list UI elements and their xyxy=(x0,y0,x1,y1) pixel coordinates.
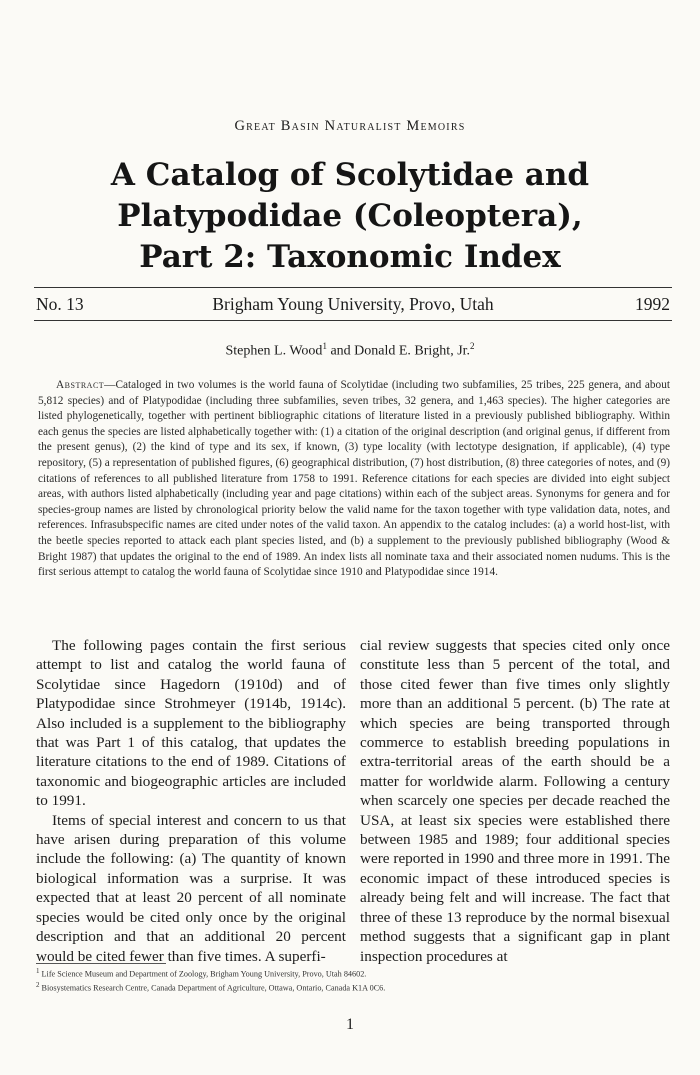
footnote-text: Life Science Museum and Department of Zoology, Brigham Young University, Provo, Utah 84602. xyxy=(41,969,367,979)
issue-info xyxy=(36,294,670,316)
footnote xyxy=(36,980,676,994)
page-number: 1 xyxy=(346,1016,354,1033)
footnote-mark: 1 xyxy=(322,341,327,351)
abstract xyxy=(38,378,670,581)
title-line: A Catalog of Scolytidae and xyxy=(110,157,590,193)
author-name: Stephen L. Wood xyxy=(225,343,323,359)
footnote-mark: 2 xyxy=(470,341,475,351)
title-line: Platypodidae (Coleoptera), xyxy=(117,198,583,234)
footnote-mark: 1 xyxy=(36,967,40,975)
body-paragraph: cial review suggests that species cited only once constitute less than 5 percent of the total, and those cited fewer than five times only slightly more than an additional 5 percent. (b) The rate at which species are being transported through commerce to establish breeding populations in extra-territorial areas of the earth should be a matter for worldwide alarm. Following a century when scarcely one species per decade reached the USA, at least six species were established there between 1985 and 1989; four additional species were reported in 1990 and three more in 1991. The economic impact of these introduced species is already being felt and will increase. The fact that three of these 13 reproduce by the normal bisexual method suggests that a significant gap in plant inspection procedures at xyxy=(360,637,670,965)
author-joiner: and xyxy=(326,343,355,359)
footnote-text: Biosystematics Research Centre, Canada Department of Agriculture, Ottawa, Ontario, Canada K1A 0C6. xyxy=(41,983,386,993)
body-column-left xyxy=(36,636,346,966)
author-line xyxy=(0,341,700,360)
body-column-right xyxy=(360,636,670,966)
abstract-text: —Cataloged in two volumes is the world fauna of Scolytidae (including two subfamilies, 25 tribes, 225 genera, and about 5,812 species) and of Platypodidae (including three subfamilies, seven tribes, 32 genera, and 1,463 species). The higher categories are listed phylogenetically, together with pertinent bibliographic citations of literature listed in a previously published bibliography. Within each genus the species are listed alphabetically together with: (1) a citation of the original description (and original genus, if different from the present genus), (2) the kind of type and its sex, if known, (3) type locality (with lectotype designation, if applicable), (4) type repository, (5) a representation of published figures, (6) geographical distribution, (7) host distribution, (8) three categories of notes, and (9) citations of references to all published literature from 1758 to 1991. Reference citations for each species are divided into eight subject areas, with authors listed alphabetically (including year and page citations) within each of the subject areas. Synonyms for genera and for species-group names are listed by chronological priority below the valid name for the taxon together with type validation data, notes, and references. Infrasubspecific names are cited under notes of the valid taxon. An appendix to the catalog includes: (a) a world host-list, with the beetle species reported to attack each plant species listed, and (b) a supplement to the previously published bibliography (Wood & Bright 1987) that updates the original to the end of 1989. An index lists all nominate taxa and their associated nomen nudums. This is the first serious attempt to catalog the world fauna of Scolytidae since 1910 and Platypodidae since 1914. xyxy=(38,379,670,579)
title-line: Part 2: Taxonomic Index xyxy=(139,239,561,275)
author-name: Donald E. Bright, Jr. xyxy=(354,343,471,359)
top-rule xyxy=(34,287,672,288)
footnote-rule xyxy=(36,963,166,964)
body-paragraph: The following pages contain the first serious attempt to list and catalog the world fauna of Scolytidae since Hagedorn (1910d) and of Platypodidae since Strohmeyer (1914b, 1914c). Also included is a supplement to the bibliography that was Part 1 of this catalog, that updates the literature citations to the end of 1989. Citations of taxonomic and biogeographic articles are included to 1991. xyxy=(36,637,346,810)
abstract-label: Abstract xyxy=(56,379,105,391)
series-title: Great Basin Naturalist Memoirs xyxy=(234,118,466,134)
bottom-rule xyxy=(34,320,672,321)
issue-year: 1992 xyxy=(635,294,670,314)
article-title xyxy=(60,155,640,278)
footnote-mark: 2 xyxy=(36,980,40,989)
footnote xyxy=(36,966,676,980)
issue-number: No. 13 xyxy=(36,294,84,314)
footnotes xyxy=(36,966,676,993)
body-paragraph: Items of special interest and concern to us that have arisen during preparation of this volume include the following: (a) The quantity of known biological information was a surprise. It was expected that at least 20 percent of all nominate species would be cited only once by the original description and that an additional 20 percent would be cited fewer than five times. A superfi- xyxy=(36,811,346,965)
issue-publisher: Brigham Young University, Provo, Utah xyxy=(212,294,494,314)
